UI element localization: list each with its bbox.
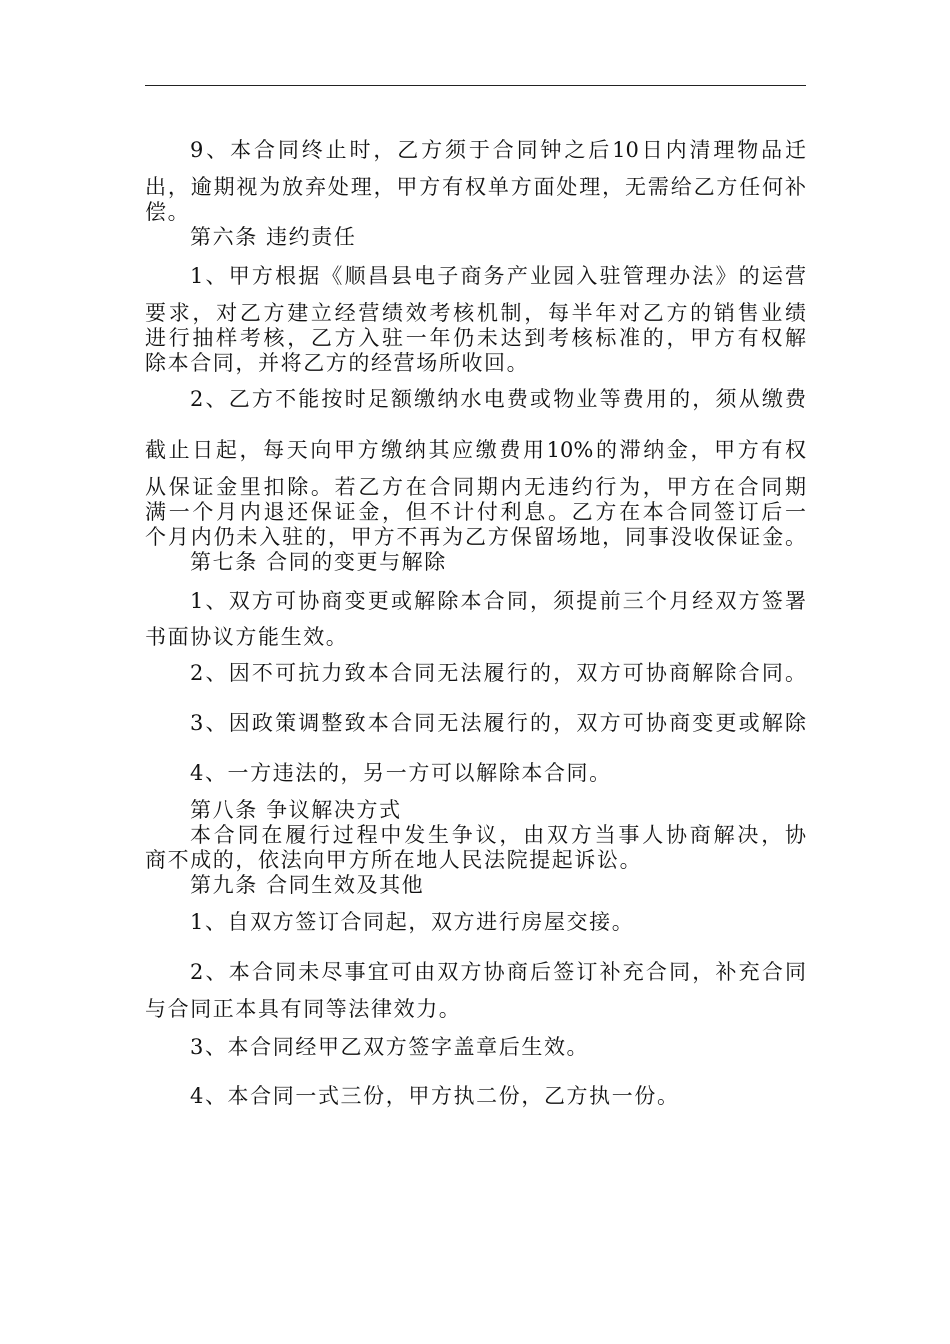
paragraph-line: 2、乙方不能按时足额缴纳水电费或物业等费用的，须从缴费: [190, 387, 806, 411]
paragraph-line: 进行抽样考核，乙方入驻一年仍未达到考核标准的，甲方有权解: [145, 326, 806, 350]
paragraph-line: 3、本合同经甲乙双方签字盖章后生效。: [190, 1035, 590, 1059]
paragraph-line: 2、本合同未尽事宜可由双方协商后签订补充合同，补充合同: [190, 960, 806, 984]
section-heading: 第九条 合同生效及其他: [190, 873, 425, 897]
header-rule: [145, 85, 806, 86]
paragraph-line: 1、甲方根据《顺昌县电子商务产业园入驻管理办法》的运营: [190, 264, 806, 288]
paragraph-line: 个月内仍未入驻的，甲方不再为乙方保留场地，同事没收保证金。: [145, 525, 806, 549]
paragraph-line: 1、自双方签订合同起，双方进行房屋交接。: [190, 910, 635, 934]
paragraph-line: 4、本合同一式三份，甲方执二份，乙方执一份。: [190, 1084, 680, 1108]
paragraph-line: 截止日起，每天向甲方缴纳其应缴费用10%的滞纳金，甲方有权: [145, 438, 806, 462]
paragraph-line: 除本合同，并将乙方的经营场所收回。: [145, 351, 530, 375]
paragraph-line: 本合同在履行过程中发生争议，由双方当事人协商解决，协: [190, 823, 806, 847]
paragraph-line: 与合同正本具有同等法律效力。: [145, 997, 462, 1021]
paragraph-line: 9、本合同终止时，乙方须于合同钟之后10日内清理物品迁: [190, 138, 806, 162]
paragraph-line: 1、双方可协商变更或解除本合同，须提前三个月经双方签署: [190, 589, 806, 613]
paragraph-line: 要求，对乙方建立经营绩效考核机制，每半年对乙方的销售业绩: [145, 301, 806, 325]
paragraph-line: 2、因不可抗力致本合同无法履行的，双方可协商解除合同。: [190, 661, 806, 685]
paragraph-line: 商不成的，依法向甲方所在地人民法院提起诉讼。: [145, 848, 643, 872]
paragraph-line: 出，逾期视为放弃处理，甲方有权单方面处理，无需给乙方任何补: [145, 175, 806, 199]
section-heading: 第七条 合同的变更与解除: [190, 550, 447, 574]
section-heading: 第六条 违约责任: [190, 225, 357, 249]
paragraph-line: 偿。: [145, 200, 191, 224]
section-heading: 第八条 争议解决方式: [190, 798, 402, 822]
paragraph-line: 书面协议方能生效。: [145, 625, 349, 649]
paragraph-line: 满一个月内退还保证金，但不计付利息。乙方在本合同签订后一: [145, 500, 806, 524]
paragraph-line: 3、因政策调整致本合同无法履行的，双方可协商变更或解除: [190, 711, 806, 735]
paragraph-line: 4、一方违法的，另一方可以解除本合同。: [190, 761, 612, 785]
paragraph-line: 从保证金里扣除。若乙方在合同期内无违约行为，甲方在合同期: [145, 475, 806, 499]
